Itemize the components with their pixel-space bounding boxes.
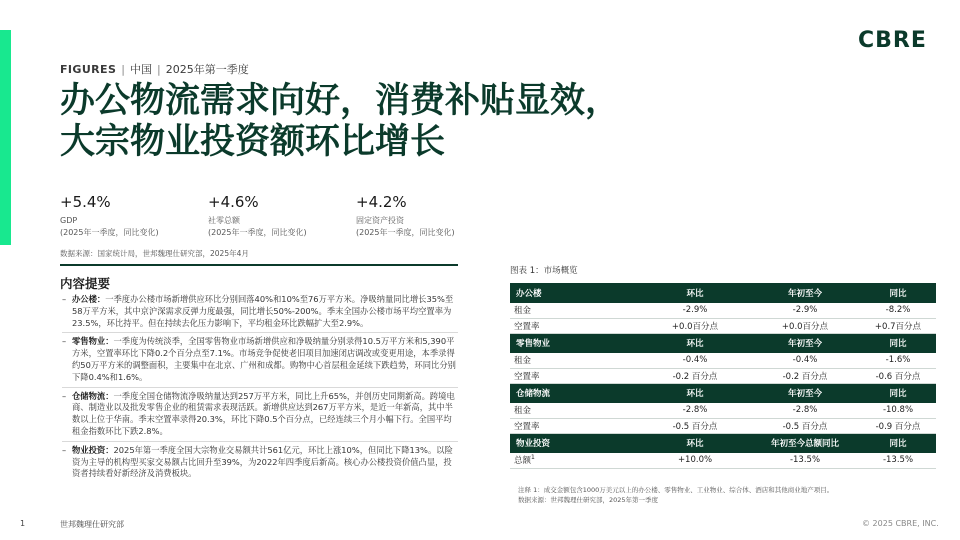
table-cell: +0.7百分点 xyxy=(860,318,936,333)
kicker-separator: | xyxy=(121,63,125,76)
row-label xyxy=(510,453,640,468)
table-cell: -0.2 百分点 xyxy=(750,368,860,383)
column-header: 同比 xyxy=(860,333,936,353)
column-header: 年初至今总额同比 xyxy=(750,433,860,453)
table-section-header-logistics xyxy=(510,383,936,403)
metric-label: 社零总额 xyxy=(208,216,240,225)
page-number: 1 xyxy=(20,519,26,528)
metric-fixed-asset-investment xyxy=(356,193,504,239)
table-cell: -0.4% xyxy=(750,353,860,368)
table-cell: -0.5 百分点 xyxy=(750,418,860,433)
kicker-period: 2025年第一季度 xyxy=(165,63,249,76)
table-cell: -0.9 百分点 xyxy=(860,418,936,433)
metric-note: (2025年一季度，同比变化) xyxy=(356,228,455,237)
row-label-text: 总额 xyxy=(514,456,532,467)
metric-label: 固定资产投资 xyxy=(356,216,404,225)
summary-item-lead: 仓储物流： xyxy=(72,390,114,401)
table-cell: -0.6 百分点 xyxy=(860,368,936,383)
row-label: 租金 xyxy=(510,353,640,368)
cbre-logo: CBRE xyxy=(858,28,927,53)
row-label: 空置率 xyxy=(510,368,640,383)
row-label: 空置率 xyxy=(510,318,640,333)
table-cell: -2.9% xyxy=(640,303,750,318)
table-cell: -0.5 百分点 xyxy=(640,418,750,433)
table-cell: -1.6% xyxy=(860,353,936,368)
table-row xyxy=(510,368,936,383)
table-section-header-retail xyxy=(510,333,936,353)
column-header: 同比 xyxy=(860,283,936,303)
table-cell: -0.4% xyxy=(640,353,750,368)
key-metrics xyxy=(60,193,504,239)
kicker-brand: FIGURES xyxy=(60,63,117,76)
table-section-header-investment xyxy=(510,433,936,453)
metric-value: +4.6% xyxy=(208,193,259,211)
table-cell: -13.5% xyxy=(750,453,860,468)
metric-value: +4.2% xyxy=(356,193,407,211)
summary-item-text: 一季度办公楼市场新增供应环比分别回落40%和10%至76万平方米。净吸纳量同比增长35%至58万平方米，其中京沪深需求反弹力度最强，同比增长50%-200%。季末全国办公楼市场平均空置率为23.5%，环比持平。但在持续去化压力影响下，平均租金环比跌幅扩大至2.9%。 xyxy=(72,294,454,328)
column-header: 环比 xyxy=(640,333,750,353)
footnote-line: 数据来源：世邦魏理仕研究部，2025年第一季度 xyxy=(518,495,659,504)
column-header: 年初至今 xyxy=(750,383,860,403)
column-header: 环比 xyxy=(640,383,750,403)
table-cell: -13.5% xyxy=(860,453,936,468)
table-cell: -2.9% xyxy=(750,303,860,318)
column-header: 环比 xyxy=(640,433,750,453)
section-name: 零售物业 xyxy=(510,333,640,353)
market-overview-table xyxy=(510,283,936,469)
kicker-separator: | xyxy=(157,63,161,76)
summary-item-lead: 零售物业： xyxy=(72,336,114,347)
metric-value: +5.4% xyxy=(60,193,111,211)
table-row xyxy=(510,303,936,318)
metric-label: GDP xyxy=(60,216,78,225)
page-title-line-1: 办公物流需求向好，消费补贴显效， xyxy=(60,80,621,121)
table-row xyxy=(510,318,936,333)
summary-item-text: 2025年第一季度全国大宗物业交易额共计561亿元，环比上涨10%，但同比下降13%。以险资为主导的机构型买家交易额占比回升至39%，为2022年四季度后新高。核心办公楼投资价值凸显，投资者持续看好新经济及消费板块。 xyxy=(72,444,453,479)
row-label: 空置率 xyxy=(510,418,640,433)
kicker-line xyxy=(60,61,249,77)
table-row xyxy=(510,453,936,468)
table-cell: -8.2% xyxy=(860,303,936,318)
table-cell: -2.8% xyxy=(640,403,750,418)
column-header: 同比 xyxy=(860,433,936,453)
table-row xyxy=(510,418,936,433)
source-note: 数据来源：国家统计局，世邦魏理仕研究部，2025年4月 xyxy=(60,249,249,258)
footer-org: 世邦魏理仕研究部 xyxy=(60,520,124,529)
summary-item-text: 一季度全国仓储物流净吸纳量达到257万平方米，同比上升65%，并创历史同期新高。跨境电商、制造业以及批发零售企业的租赁需求表现活跃。新增供应达到267万平方米，是近一年新高，其中半数以上位于华南。季末空置率录得20.3%，环比下降0.5个百分点，已经连续三个月小幅下行。全国平均租金指数环比下跌2.8%。 xyxy=(72,390,455,436)
summary-item-office xyxy=(62,294,458,333)
table-cell: +0.0百分点 xyxy=(750,318,860,333)
metric-note: (2025年一季度，同比变化) xyxy=(208,228,307,237)
row-label: 租金 xyxy=(510,403,640,418)
row-label: 租金 xyxy=(510,303,640,318)
column-header: 年初至今 xyxy=(750,283,860,303)
table-row xyxy=(510,353,936,368)
footnote-marker: 1 xyxy=(531,454,535,462)
column-header: 环比 xyxy=(640,283,750,303)
page-title-line-2: 大宗物业投资额环比增长 xyxy=(60,121,446,162)
section-name: 仓储物流 xyxy=(510,383,640,403)
column-header: 年初至今 xyxy=(750,333,860,353)
table-cell: +0.0百分点 xyxy=(640,318,750,333)
summary-item-investment xyxy=(62,445,458,483)
section-divider xyxy=(60,264,458,266)
table-cell: -2.8% xyxy=(750,403,860,418)
accent-bar xyxy=(0,30,11,245)
column-header: 同比 xyxy=(860,383,936,403)
section-name: 物业投资 xyxy=(510,433,640,453)
summary-item-lead: 办公楼： xyxy=(72,294,106,304)
summary-list xyxy=(62,294,458,486)
table-row xyxy=(510,403,936,418)
table-caption: 图表 1：市场概览 xyxy=(510,266,578,276)
table-cell: -0.2 百分点 xyxy=(640,368,750,383)
page-title xyxy=(60,80,620,162)
summary-item-retail xyxy=(62,336,458,387)
section-name: 办公楼 xyxy=(510,283,640,303)
summary-item-logistics xyxy=(62,391,458,442)
kicker-market: 中国 xyxy=(130,63,152,76)
footnote-line: 注释 1：成交金额包含1000万美元以上的办公楼、零售物业、工业物业、综合体、酒店和其他商业地产项目。 xyxy=(518,486,834,494)
metric-note: (2025年一季度，同比变化) xyxy=(60,228,159,237)
table-section-header-office xyxy=(510,283,936,303)
summary-item-lead: 物业投资： xyxy=(72,444,114,455)
summary-item-text: 一季度为传统淡季，全国零售物业市场新增供应和净吸纳量分别录得10.5万平方米和5,390平方米，空置率环比下降0.2个百分点至7.1%。市场竞争促使老旧项目加速闭店调改或变更用途，本季录得约50万平方米的调整面积，主要集中在北京、广州和成都。购物中心首层租金延续下跌趋势，环同比分别下降0.4%和1.6%。 xyxy=(72,336,456,382)
copyright: © 2025 CBRE, INC. xyxy=(862,519,939,528)
table-cell: +10.0% xyxy=(640,453,750,468)
table-footnotes xyxy=(518,486,833,505)
summary-title: 内容提要 xyxy=(60,276,111,291)
metric-retail-sales xyxy=(208,193,356,239)
metric-gdp xyxy=(60,193,208,239)
table-cell: -10.8% xyxy=(860,403,936,418)
